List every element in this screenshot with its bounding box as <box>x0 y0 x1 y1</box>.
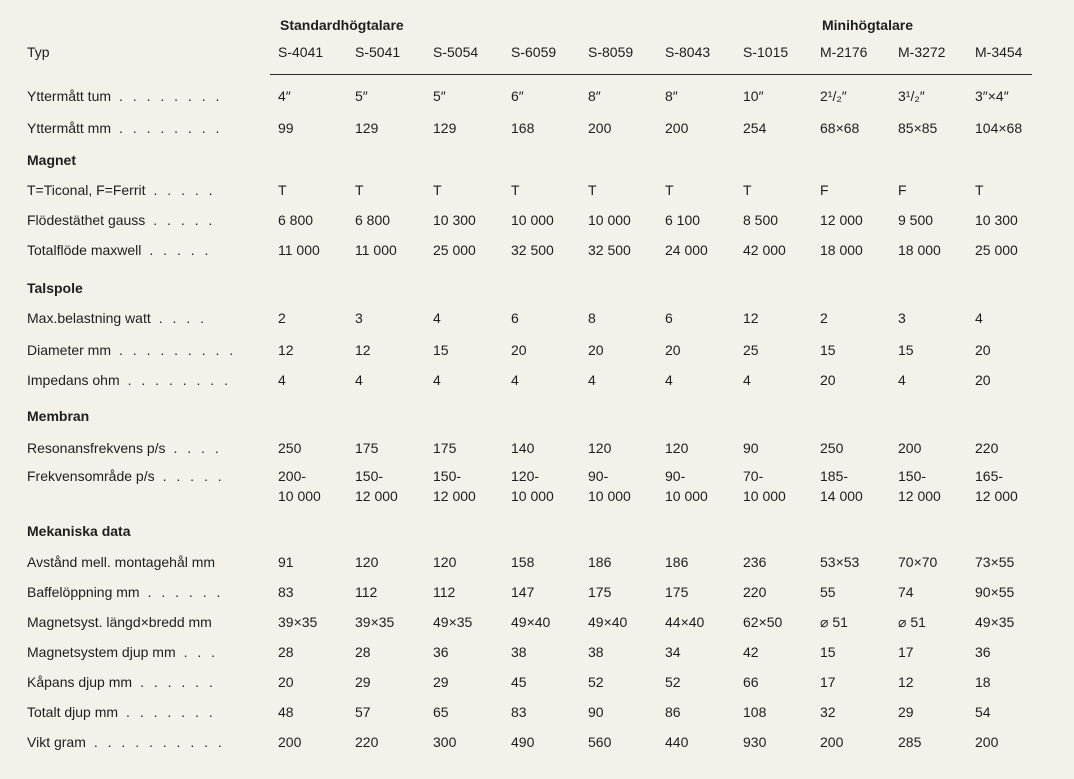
table-cell: 120 <box>588 440 612 456</box>
model-header: S-5054 <box>433 44 479 60</box>
section-title: Magnet <box>27 152 76 168</box>
table-cell: 90×55 <box>975 584 1015 600</box>
row-label-text: Resonansfrekvens p/s <box>27 440 166 456</box>
table-cell: 175 <box>355 440 379 456</box>
table-cell: 55 <box>820 584 836 600</box>
table-cell: 175 <box>433 440 457 456</box>
table-cell: 6 <box>511 310 519 326</box>
table-cell: 440 <box>665 734 689 750</box>
table-cell: 28 <box>278 644 294 660</box>
table-cell: 200 <box>820 734 844 750</box>
table-cell: 65 <box>433 704 449 720</box>
table-cell: 36 <box>433 644 449 660</box>
table-cell: 12 <box>355 342 371 358</box>
table-cell: 15 <box>433 342 449 358</box>
table-cell: 4 <box>743 372 751 388</box>
row-label-text: Flödestäthet gauss <box>27 212 146 228</box>
table-cell: 8 500 <box>743 212 779 228</box>
table-cell: 250 <box>278 440 302 456</box>
table-cell: 25 000 <box>433 242 476 258</box>
group-title-mini: Minihögtalare <box>822 17 914 33</box>
table-cell: 83 <box>278 584 294 600</box>
table-cell: 200 <box>665 120 689 136</box>
row-label <box>27 702 216 722</box>
table-cell: 6″ <box>511 88 524 104</box>
table-cell: 4 <box>975 310 983 326</box>
table-cell: 3″×4″ <box>975 88 1009 104</box>
table-cell: 52 <box>665 674 681 690</box>
table-cell: 11 000 <box>278 242 320 258</box>
table-cell: 57 <box>355 704 371 720</box>
table-cell: 10″ <box>743 88 764 104</box>
row-label <box>27 672 216 692</box>
leader-dots: . . . . . . <box>147 584 224 600</box>
table-cell: 175 <box>665 584 689 600</box>
table-cell: 90 <box>588 704 604 720</box>
table-cell: 44×40 <box>665 614 705 630</box>
row-label <box>27 118 222 138</box>
row-label-text: Yttermått mm <box>27 120 112 136</box>
table-cell: 3¹/₂″ <box>898 88 925 104</box>
table-cell: 15 <box>820 342 836 358</box>
table-cell: 12 000 <box>820 212 863 228</box>
table-cell: 90 <box>743 440 759 456</box>
table-cell: 150- 12 000 <box>433 468 476 504</box>
section-title: Membran <box>27 408 90 424</box>
row-label-text: Magnetsyst. längd×bredd mm <box>27 614 212 630</box>
table-cell: 4 <box>433 310 441 326</box>
table-cell: 6 800 <box>355 212 391 228</box>
table-cell: 930 <box>743 734 767 750</box>
table-cell: 104×68 <box>975 120 1023 136</box>
table-cell: T <box>511 182 520 198</box>
table-cell: 18 000 <box>898 242 941 258</box>
table-cell: 220 <box>975 440 999 456</box>
table-cell: 8″ <box>588 88 601 104</box>
table-cell: 15 <box>898 342 914 358</box>
table-cell: 165- 12 000 <box>975 468 1018 504</box>
table-cell: 120 <box>433 554 457 570</box>
table-cell: 52 <box>588 674 604 690</box>
table-cell: 254 <box>743 120 767 136</box>
table-cell: 70- 10 000 <box>743 468 786 504</box>
table-cell: 4 <box>355 372 363 388</box>
leader-dots: . . . . . . <box>140 674 216 690</box>
row-label-text: Baffelöppning mm <box>27 584 140 600</box>
table-cell: 300 <box>433 734 457 750</box>
group-title-standard: Standardhögtalare <box>280 17 404 33</box>
table-cell: 2¹/₂″ <box>820 88 847 104</box>
row-label-text: Impedans ohm <box>27 372 120 388</box>
table-cell: 560 <box>588 734 612 750</box>
table-cell: 38 <box>588 644 604 660</box>
table-cell: 8″ <box>665 88 678 104</box>
table-cell: 4 <box>898 372 906 388</box>
table-cell: 175 <box>588 584 612 600</box>
table-cell: 6 800 <box>278 212 314 228</box>
row-label-text: T=Ticonal, F=Ferrit <box>27 182 146 198</box>
section-title: Mekaniska data <box>27 523 131 539</box>
table-cell: 10 300 <box>433 212 476 228</box>
table-cell: 236 <box>743 554 767 570</box>
leader-dots: . . . . . <box>153 182 216 198</box>
table-cell: 85×85 <box>898 120 938 136</box>
table-cell: 200 <box>278 734 302 750</box>
table-cell: 28 <box>355 644 371 660</box>
row-label-text: Max.belastning watt <box>27 310 151 326</box>
table-cell: 74 <box>898 584 914 600</box>
table-cell: 24 000 <box>665 242 708 258</box>
row-label <box>27 86 222 106</box>
table-cell: 36 <box>975 644 991 660</box>
table-cell: 70×70 <box>898 554 938 570</box>
table-cell: 48 <box>278 704 294 720</box>
table-cell: F <box>898 182 907 198</box>
leader-dots: . . . . <box>173 440 222 456</box>
table-cell: 2 <box>278 310 286 326</box>
leader-dots: . . . . . . . . <box>127 372 231 388</box>
table-cell: T <box>588 182 597 198</box>
table-cell: 3 <box>898 310 906 326</box>
table-cell: 42 000 <box>743 242 786 258</box>
row-label <box>27 340 236 360</box>
table-cell: 220 <box>355 734 379 750</box>
model-header: S-5041 <box>355 44 401 60</box>
table-cell: 285 <box>898 734 922 750</box>
row-label-text: Vikt gram <box>27 734 86 750</box>
table-cell: 4 <box>665 372 673 388</box>
table-cell: 32 <box>820 704 836 720</box>
table-cell: 490 <box>511 734 535 750</box>
table-cell: 20 <box>820 372 836 388</box>
table-cell: 39×35 <box>278 614 318 630</box>
table-cell: 4 <box>433 372 441 388</box>
table-cell: 200- 10 000 <box>278 468 321 504</box>
row-label <box>27 582 223 602</box>
table-cell: 29 <box>433 674 449 690</box>
row-label <box>27 210 215 230</box>
leader-dots: . . . . <box>158 310 207 326</box>
row-label-text: Totalflöde maxwell <box>27 242 142 258</box>
table-cell: 186 <box>588 554 612 570</box>
table-cell: 220 <box>743 584 767 600</box>
table-cell: 5″ <box>433 88 446 104</box>
table-cell: 4 <box>278 372 286 388</box>
row-label <box>27 240 211 260</box>
table-cell: 91 <box>278 554 294 570</box>
table-cell: 15 <box>820 644 836 660</box>
table-cell: 6 <box>665 310 673 326</box>
table-cell: 20 <box>975 372 991 388</box>
header-rule <box>270 74 1032 75</box>
table-cell: 18 <box>975 674 991 690</box>
row-label <box>27 642 218 662</box>
table-cell: 32 500 <box>511 242 554 258</box>
row-label-text: Frekvensområde p/s <box>27 468 155 484</box>
table-cell: 20 <box>511 342 527 358</box>
table-cell: 62×50 <box>743 614 783 630</box>
table-cell: 38 <box>511 644 527 660</box>
table-cell: 17 <box>820 674 836 690</box>
table-cell: 150- 12 000 <box>355 468 398 504</box>
table-cell: 53×53 <box>820 554 860 570</box>
table-cell: 83 <box>511 704 527 720</box>
table-cell: 185- 14 000 <box>820 468 863 504</box>
row-label-text: Avstånd mell. montagehål mm <box>27 554 216 570</box>
leader-dots: . . . . . . . <box>126 704 216 720</box>
table-cell: 90- 10 000 <box>665 468 708 504</box>
table-cell: 120 <box>355 554 379 570</box>
table-cell: T <box>278 182 287 198</box>
row-label <box>27 552 215 572</box>
model-header: S-8059 <box>588 44 634 60</box>
table-cell: 4″ <box>278 88 291 104</box>
row-label-text: Magnetsystem djup mm <box>27 644 176 660</box>
table-cell: 99 <box>278 120 294 136</box>
table-cell: 25 <box>743 342 759 358</box>
leader-dots: . . . . . <box>149 242 212 258</box>
row-label-text: Yttermått tum <box>27 88 112 104</box>
table-cell: 200 <box>898 440 922 456</box>
model-header: S-4041 <box>278 44 324 60</box>
table-cell: 90- 10 000 <box>588 468 631 504</box>
table-cell: 2 <box>820 310 828 326</box>
table-cell: 18 000 <box>820 242 863 258</box>
table-cell: 34 <box>665 644 681 660</box>
leader-dots: . . . . . . . . . <box>119 342 237 358</box>
table-cell: 11 000 <box>355 242 397 258</box>
table-cell: 108 <box>743 704 767 720</box>
row-label <box>27 732 225 752</box>
table-cell: 150- 12 000 <box>898 468 941 504</box>
section-title: Talspole <box>27 280 83 296</box>
table-cell: 20 <box>588 342 604 358</box>
model-header: M-3454 <box>975 44 1023 60</box>
model-header: M-2176 <box>820 44 868 60</box>
table-cell: 120- 10 000 <box>511 468 554 504</box>
table-cell: 5″ <box>355 88 368 104</box>
table-cell: 12 <box>898 674 914 690</box>
row-label-text: Diameter mm <box>27 342 112 358</box>
table-cell: 32 500 <box>588 242 631 258</box>
table-cell: ⌀ 51 <box>820 614 848 630</box>
table-cell: F <box>820 182 829 198</box>
table-cell: 140 <box>511 440 535 456</box>
table-cell: 12 <box>743 310 759 326</box>
table-cell: 112 <box>433 584 456 600</box>
table-cell: 200 <box>975 734 999 750</box>
table-cell: 39×35 <box>355 614 395 630</box>
type-label: Typ <box>27 44 50 60</box>
table-cell: 9 500 <box>898 212 934 228</box>
table-cell: 158 <box>511 554 535 570</box>
row-label-text: Totalt djup mm <box>27 704 119 720</box>
row-label <box>27 370 231 390</box>
table-cell: 66 <box>743 674 759 690</box>
table-cell: 10 000 <box>588 212 631 228</box>
row-label <box>27 466 225 486</box>
leader-dots: . . . . . <box>153 212 216 228</box>
table-cell: 17 <box>898 644 914 660</box>
table-cell: 112 <box>355 584 378 600</box>
table-cell: 129 <box>433 120 457 136</box>
table-cell: 4 <box>511 372 519 388</box>
row-label-text: Kåpans djup mm <box>27 674 133 690</box>
table-cell: 147 <box>511 584 535 600</box>
table-cell: T <box>743 182 752 198</box>
model-header: S-1015 <box>743 44 789 60</box>
table-cell: 42 <box>743 644 759 660</box>
table-cell: 73×55 <box>975 554 1015 570</box>
row-label <box>27 438 222 458</box>
table-cell: T <box>665 182 674 198</box>
row-label <box>27 612 212 632</box>
leader-dots: . . . . . . . . <box>119 120 223 136</box>
leader-dots: . . . . . . . . . . <box>93 734 225 750</box>
table-cell: 45 <box>511 674 527 690</box>
table-cell: 200 <box>588 120 612 136</box>
leader-dots: . . . . . . . . <box>119 88 223 104</box>
table-cell: 10 300 <box>975 212 1018 228</box>
table-cell: 29 <box>898 704 914 720</box>
table-cell: 49×35 <box>975 614 1015 630</box>
model-header: S-6059 <box>511 44 557 60</box>
table-cell: 6 100 <box>665 212 701 228</box>
table-cell: 129 <box>355 120 379 136</box>
row-label <box>27 308 207 328</box>
table-cell: T <box>433 182 442 198</box>
table-cell: 20 <box>278 674 294 690</box>
model-header: S-8043 <box>665 44 711 60</box>
table-cell: 49×35 <box>433 614 473 630</box>
table-cell: 250 <box>820 440 844 456</box>
table-cell: 49×40 <box>511 614 551 630</box>
table-cell: 86 <box>665 704 681 720</box>
table-cell: 10 000 <box>511 212 554 228</box>
row-label <box>27 180 216 200</box>
leader-dots: . . . . . <box>162 468 225 484</box>
table-cell: 25 000 <box>975 242 1018 258</box>
table-cell: 168 <box>511 120 535 136</box>
table-cell: ⌀ 51 <box>898 614 926 630</box>
table-cell: 20 <box>975 342 991 358</box>
table-cell: 29 <box>355 674 371 690</box>
table-cell: 12 <box>278 342 294 358</box>
leader-dots: . . . <box>183 644 219 660</box>
table-cell: T <box>355 182 364 198</box>
table-cell: 20 <box>665 342 681 358</box>
table-cell: 68×68 <box>820 120 860 136</box>
table-cell: 3 <box>355 310 363 326</box>
table-cell: 54 <box>975 704 991 720</box>
table-cell: 186 <box>665 554 689 570</box>
model-header: M-3272 <box>898 44 946 60</box>
table-cell: 120 <box>665 440 689 456</box>
table-cell: 49×40 <box>588 614 628 630</box>
table-cell: T <box>975 182 984 198</box>
table-cell: 4 <box>588 372 596 388</box>
table-cell: 8 <box>588 310 596 326</box>
